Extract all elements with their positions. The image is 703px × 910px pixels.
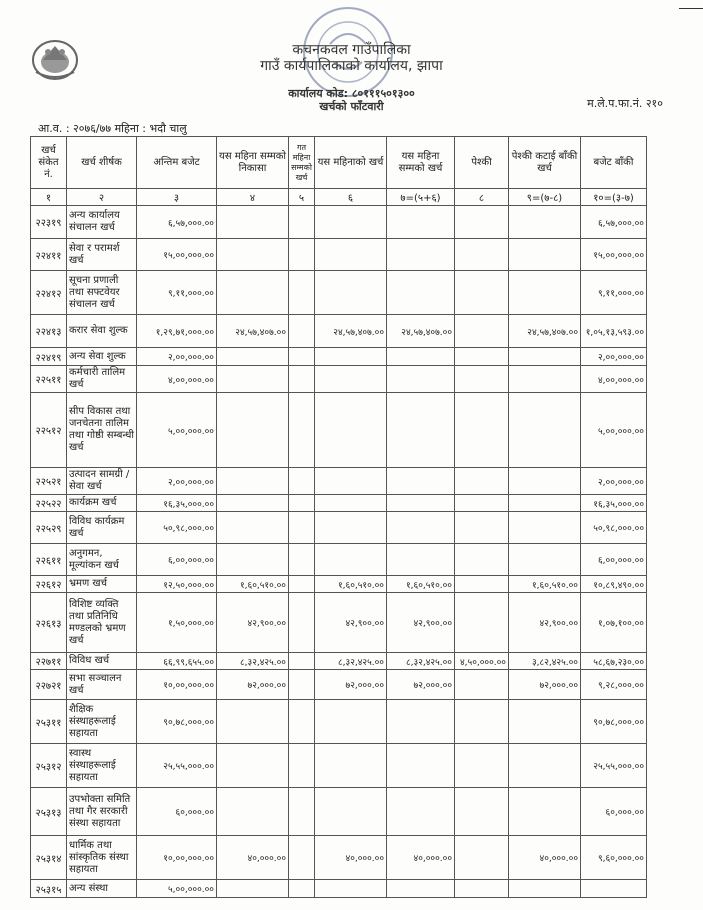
code-cell: २२७२१ (31, 670, 67, 700)
release-cell (217, 366, 289, 393)
net-cell (509, 468, 581, 495)
advance-cell (455, 495, 509, 512)
index-cell: १०=(३-७) (581, 189, 647, 206)
remaining-cell: २,००,०००.०० (581, 468, 647, 495)
title-cell: कर्मचारी तालिम खर्च (67, 366, 137, 393)
prev-cell (289, 593, 315, 653)
this-month-cell: ७२,०००.०० (315, 670, 387, 700)
to-date-cell (387, 366, 455, 393)
budget-cell: १०,००,०००.०० (137, 670, 217, 700)
expense-table (30, 136, 647, 898)
code-cell: २२५२१ (31, 468, 67, 495)
release-cell: ४०,०००.०० (217, 836, 289, 880)
net-cell (509, 495, 581, 512)
release-cell: ८,३२,४२५.०० (217, 653, 289, 670)
prev-cell (289, 836, 315, 880)
budget-cell: १२,५०,०००.०० (137, 576, 217, 593)
title-cell: सेवा र परामर्श खर्च (67, 239, 137, 271)
net-cell (509, 206, 581, 239)
remaining-cell: ९,११,०००.०० (581, 271, 647, 315)
advance-cell (455, 468, 509, 495)
advance-cell (455, 670, 509, 700)
prev-cell (289, 744, 315, 788)
remaining-cell: ६,००,०००.०० (581, 544, 647, 576)
prev-cell (289, 653, 315, 670)
col-header-to-date: यस महिना सम्मको खर्च (387, 137, 455, 189)
budget-cell: १५,००,०००.०० (137, 239, 217, 271)
index-cell: ५ (289, 189, 315, 206)
title-cell: अन्य कार्यालय संचालन खर्च (67, 206, 137, 239)
title-cell: कार्यक्रम खर्च (67, 495, 137, 512)
code-cell: २५३१३ (31, 788, 67, 836)
code-cell: २५३१२ (31, 744, 67, 788)
advance-cell (455, 744, 509, 788)
net-cell (509, 348, 581, 366)
title-cell: विशिष्ट व्यक्ति तथा प्रतिनिधि मण्डलको भ्रमण खर्च (67, 593, 137, 653)
title-cell: अन्य सेवा शुल्क (67, 348, 137, 366)
prev-cell (289, 495, 315, 512)
prev-cell (289, 512, 315, 544)
net-cell: ४२,९००.०० (509, 593, 581, 653)
advance-cell: ४,५०,०००.०० (455, 653, 509, 670)
advance-cell (455, 836, 509, 880)
table-row (31, 744, 647, 788)
release-cell: ७२,०००.०० (217, 670, 289, 700)
net-cell (509, 880, 581, 898)
code-cell: २२६१२ (31, 576, 67, 593)
table-row (31, 544, 647, 576)
this-month-cell: ४०,०००.०० (315, 836, 387, 880)
code-cell: २२५१२ (31, 393, 67, 468)
remaining-cell: ४,००,०००.०० (581, 366, 647, 393)
remaining-cell: ६०,०००.०० (581, 788, 647, 836)
this-month-cell: ४२,९००.०० (315, 593, 387, 653)
remaining-cell: १५,००,०००.०० (581, 239, 647, 271)
code-cell: २२४११ (31, 239, 67, 271)
header-row (31, 137, 647, 189)
table-row (31, 315, 647, 348)
advance-cell (455, 206, 509, 239)
to-date-cell (387, 880, 455, 898)
budget-cell: १०,००,०००.०० (137, 836, 217, 880)
advance-cell (455, 315, 509, 348)
index-cell: २ (67, 189, 137, 206)
this-month-cell (315, 239, 387, 271)
table-row (31, 880, 647, 898)
release-cell (217, 239, 289, 271)
code-cell: २२४१९ (31, 348, 67, 366)
document-title: खर्चको फाँटवारी (319, 100, 384, 113)
budget-cell: १,५०,०००.०० (137, 593, 217, 653)
title-cell: सूचना प्रणाली तथा सफ्टवेयर संचालन खर्च (67, 271, 137, 315)
to-date-cell (387, 206, 455, 239)
advance-cell (455, 512, 509, 544)
this-month-cell (315, 348, 387, 366)
index-cell: ८ (455, 189, 509, 206)
table-row (31, 271, 647, 315)
release-cell (217, 512, 289, 544)
to-date-cell: २४,५७,४०७.०० (387, 315, 455, 348)
budget-cell: १,२९,७१,०००.०० (137, 315, 217, 348)
title-cell: विविध खर्च (67, 653, 137, 670)
this-month-cell (315, 744, 387, 788)
prev-cell (289, 315, 315, 348)
remaining-cell: ९०,७८,०००.०० (581, 700, 647, 744)
title-cell: उपभोक्ता समिति तथा गैर सरकारी संस्था सहायता (67, 788, 137, 836)
advance-cell (455, 880, 509, 898)
col-header-this-month: यस महिनाको खर्च (315, 137, 387, 189)
title-cell: उत्पादन सामग्री / सेवा खर्च (67, 468, 137, 495)
table-row (31, 239, 647, 271)
code-cell: २२३१९ (31, 206, 67, 239)
index-row (31, 189, 647, 206)
table-row (31, 393, 647, 468)
this-month-cell (315, 880, 387, 898)
col-header-title: खर्च शीर्षक (67, 137, 137, 189)
office-name: कचनकवल गाउँपालिका (292, 42, 411, 58)
edge-mark (679, 8, 703, 9)
title-cell: अन्य संस्था (67, 880, 137, 898)
to-date-cell (387, 348, 455, 366)
release-cell (217, 271, 289, 315)
net-cell (509, 512, 581, 544)
table-row (31, 593, 647, 653)
index-cell: ४ (217, 189, 289, 206)
table-row (31, 495, 647, 512)
budget-cell: ५,००,०००.०० (137, 393, 217, 468)
title-cell: शैक्षिक संस्थाहरूलाई सहायता (67, 700, 137, 744)
net-cell: ४०,०००.०० (509, 836, 581, 880)
this-month-cell (315, 206, 387, 239)
code-cell: २२५११ (31, 366, 67, 393)
net-cell (509, 700, 581, 744)
code-cell: २२७११ (31, 653, 67, 670)
table-row (31, 576, 647, 593)
prev-cell (289, 239, 315, 271)
budget-cell: ५०,९८,०००.०० (137, 512, 217, 544)
advance-cell (455, 239, 509, 271)
index-cell: ३ (137, 189, 217, 206)
this-month-cell (315, 366, 387, 393)
to-date-cell (387, 239, 455, 271)
prev-cell (289, 271, 315, 315)
release-cell: १,६०,५१०.०० (217, 576, 289, 593)
title-cell: भ्रमण खर्च (67, 576, 137, 593)
net-cell (509, 366, 581, 393)
prev-cell (289, 468, 315, 495)
to-date-cell (387, 788, 455, 836)
table-row (31, 468, 647, 495)
budget-cell: २,००,०००.०० (137, 468, 217, 495)
index-cell: ९=(७-८) (509, 189, 581, 206)
index-cell: ७=(५+६) (387, 189, 455, 206)
col-header-code: खर्च संकेत नं. (31, 137, 67, 189)
net-cell (509, 239, 581, 271)
this-month-cell (315, 393, 387, 468)
budget-cell: ४,००,०००.०० (137, 366, 217, 393)
release-cell (217, 700, 289, 744)
advance-cell (455, 271, 509, 315)
code-cell: २२६११ (31, 544, 67, 576)
table-row (31, 788, 647, 836)
net-cell (509, 744, 581, 788)
advance-cell (455, 348, 509, 366)
release-cell (217, 468, 289, 495)
col-header-prev: गत महिना सम्मको खर्च (289, 137, 315, 189)
form-number: म.ले.प.फा.नं. २१० (587, 97, 663, 110)
title-cell: अनुगमन, मूल्यांकन खर्च (67, 544, 137, 576)
budget-cell: ६६,९९,६५५.०० (137, 653, 217, 670)
this-month-cell (315, 512, 387, 544)
office-subtitle: गाउँ कार्यपालिकाको कार्यालय, झापा (260, 58, 443, 74)
code-cell: २५३१४ (31, 836, 67, 880)
index-cell: १ (31, 189, 67, 206)
col-header-advance: पेश्की (455, 137, 509, 189)
code-cell: २५३१५ (31, 880, 67, 898)
this-month-cell (315, 495, 387, 512)
code-cell: २२४१२ (31, 271, 67, 315)
prev-cell (289, 206, 315, 239)
budget-cell: ५,००,०००.०० (137, 880, 217, 898)
prev-cell (289, 670, 315, 700)
table-row (31, 653, 647, 670)
release-cell (217, 544, 289, 576)
net-cell: २४,५७,४०७.०० (509, 315, 581, 348)
code-cell: २२६१३ (31, 593, 67, 653)
remaining-cell: ५,००,०००.०० (581, 393, 647, 468)
remaining-cell: १,०५,१३,५९३.०० (581, 315, 647, 348)
code-cell: २५३११ (31, 700, 67, 744)
advance-cell (455, 700, 509, 744)
code-cell: २२५२२ (31, 495, 67, 512)
advance-cell (455, 544, 509, 576)
advance-cell (455, 576, 509, 593)
release-cell (217, 788, 289, 836)
net-cell (509, 271, 581, 315)
advance-cell (455, 788, 509, 836)
prev-cell (289, 393, 315, 468)
release-cell (217, 744, 289, 788)
title-cell: सीप विकास तथा जनचेतना तालिम तथा गोष्ठी सम्बन्धी खर्च (67, 393, 137, 468)
this-month-cell: २४,५७,४०७.०० (315, 315, 387, 348)
release-cell (217, 880, 289, 898)
release-cell (217, 348, 289, 366)
net-cell: ३,८२,४२५.०० (509, 653, 581, 670)
this-month-cell: ८,३२,४२५.०० (315, 653, 387, 670)
budget-cell: ६,००,०००.०० (137, 544, 217, 576)
remaining-cell: २,००,०००.०० (581, 348, 647, 366)
budget-cell: ६,५७,०००.०० (137, 206, 217, 239)
table-row (31, 206, 647, 239)
to-date-cell (387, 512, 455, 544)
remaining-cell: २५,५५,०००.०० (581, 744, 647, 788)
col-header-budget: अन्तिम बजेट (137, 137, 217, 189)
advance-cell (455, 593, 509, 653)
table-row (31, 348, 647, 366)
prev-cell (289, 700, 315, 744)
remaining-cell: ९,६०,०००.०० (581, 836, 647, 880)
net-cell (509, 393, 581, 468)
table-row (31, 700, 647, 744)
budget-cell: ९०,७८,०००.०० (137, 700, 217, 744)
remaining-cell (581, 880, 647, 898)
title-cell: करार सेवा शुल्क (67, 315, 137, 348)
code-cell: २२४१३ (31, 315, 67, 348)
advance-cell (455, 366, 509, 393)
table-row (31, 836, 647, 880)
title-cell: स्वास्थ संस्थाहरूलाई सहायता (67, 744, 137, 788)
col-header-release: यस महिना सम्मको निकासा (217, 137, 289, 189)
remaining-cell: १६,३५,०००.०० (581, 495, 647, 512)
this-month-cell (315, 544, 387, 576)
release-cell: २४,५७,४०७.०० (217, 315, 289, 348)
release-cell: ४२,९००.०० (217, 593, 289, 653)
prev-cell (289, 880, 315, 898)
prev-cell (289, 788, 315, 836)
this-month-cell (315, 788, 387, 836)
index-cell: ६ (315, 189, 387, 206)
remaining-cell: १०,८९,४९०.०० (581, 576, 647, 593)
release-cell (217, 393, 289, 468)
remaining-cell: १,०७,१००.०० (581, 593, 647, 653)
net-cell (509, 788, 581, 836)
this-month-cell (315, 468, 387, 495)
to-date-cell: ८,३२,४२५.०० (387, 653, 455, 670)
budget-cell: २५,५५,०००.०० (137, 744, 217, 788)
release-cell (217, 495, 289, 512)
net-cell (509, 544, 581, 576)
to-date-cell: १,६०,५१०.०० (387, 576, 455, 593)
this-month-cell (315, 700, 387, 744)
table-row (31, 366, 647, 393)
budget-cell: १६,३५,०००.०० (137, 495, 217, 512)
fiscal-year-month: आ.व. : २०७६/७७ महिना : भदौ चालु (38, 122, 187, 135)
table-row (31, 512, 647, 544)
to-date-cell (387, 468, 455, 495)
to-date-cell (387, 271, 455, 315)
to-date-cell (387, 544, 455, 576)
to-date-cell (387, 700, 455, 744)
to-date-cell: ७२,०००.०० (387, 670, 455, 700)
prev-cell (289, 366, 315, 393)
budget-cell: ९,११,०००.०० (137, 271, 217, 315)
title-cell: धार्मिक तथा सांस्कृतिक संस्था सहायता (67, 836, 137, 880)
prev-cell (289, 348, 315, 366)
remaining-cell: ९,२८,०००.०० (581, 670, 647, 700)
title-cell: विविध कार्यक्रम खर्च (67, 512, 137, 544)
remaining-cell: ६,५७,०००.०० (581, 206, 647, 239)
advance-cell (455, 393, 509, 468)
budget-cell: २,००,०००.०० (137, 348, 217, 366)
office-code: कार्यालय कोड: ८०१११५०१३०० (288, 87, 415, 100)
net-cell: ७२,०००.०० (509, 670, 581, 700)
table-row (31, 670, 647, 700)
col-header-remaining: बजेट बाँकी (581, 137, 647, 189)
to-date-cell (387, 744, 455, 788)
remaining-cell: ५८,६७,२३०.०० (581, 653, 647, 670)
to-date-cell: ४०,०००.०० (387, 836, 455, 880)
this-month-cell: १,६०,५१०.०० (315, 576, 387, 593)
col-header-net: पेश्की कटाई बाँकी खर्च (509, 137, 581, 189)
to-date-cell: ४२,९००.०० (387, 593, 455, 653)
net-cell: १,६०,५१०.०० (509, 576, 581, 593)
prev-cell (289, 544, 315, 576)
prev-cell (289, 576, 315, 593)
budget-cell: ६०,०००.०० (137, 788, 217, 836)
to-date-cell (387, 393, 455, 468)
code-cell: २२५२९ (31, 512, 67, 544)
title-cell: सभा सञ्चालन खर्च (67, 670, 137, 700)
remaining-cell: ५०,९८,०००.०० (581, 512, 647, 544)
release-cell (217, 206, 289, 239)
this-month-cell (315, 271, 387, 315)
to-date-cell (387, 495, 455, 512)
